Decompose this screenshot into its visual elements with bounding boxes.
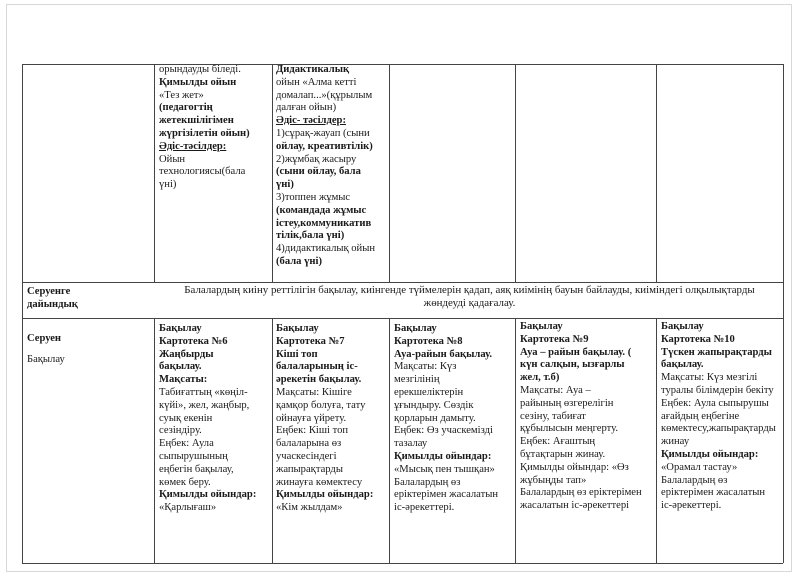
cell-line: суық екенін: [159, 412, 213, 424]
cell-line: технологиясы(бала: [159, 166, 246, 178]
cell-line: жасалатын іс-әрекеттері: [520, 500, 630, 512]
cell-line: қамқор болуға, тату: [276, 399, 366, 411]
cell-line: «Мысық пен тышқан»: [394, 463, 495, 475]
cell-line: балаларының іс-: [276, 361, 358, 373]
cell-line: Табиғаттың «көңіл-: [159, 386, 248, 398]
cell-line: еңбегін бақылау,: [159, 463, 234, 475]
cell-line: үні): [276, 179, 294, 191]
walk-row-col3-cell: [276, 323, 388, 561]
cell-line: домалап...»(құрылым: [276, 89, 373, 101]
cell-line: «Қарлығаш»: [159, 502, 217, 514]
cell-line: Мақсаты: Кішіге: [276, 386, 352, 398]
cell-line: Мақсаты: Күз мезгілі: [661, 372, 758, 384]
prep-row-label: [27, 286, 153, 316]
cell-line: Ойын: [159, 153, 186, 165]
cell-line: (бала үні): [276, 255, 322, 267]
cell-line: Қимылды ойындар:: [394, 450, 492, 462]
cell-line: Әдіс- тәсілдер:: [276, 115, 346, 127]
cell-line: Картотека №6: [159, 335, 228, 347]
cell-line: ойын «Алма кетті: [276, 76, 357, 88]
top-row-col2-cell: [159, 64, 271, 280]
walk-row-col4-cell: [394, 323, 514, 561]
cell-line: Қимылды ойындар:: [661, 448, 759, 460]
cell-line: Еңбек: Аула: [159, 438, 214, 450]
cell-line: тілік,бала үні): [276, 230, 345, 242]
cell-line: ұғындыру. Сөздік: [394, 399, 474, 411]
cell-line: Қимылды ойындар:: [159, 489, 257, 501]
cell-line: көмек беру.: [159, 476, 211, 488]
cell-line: Мақсаты: Ауа –: [520, 384, 591, 396]
cell-line: жапырақтарды: [276, 463, 343, 475]
cell-line: үні): [159, 179, 177, 191]
cell-line: Балалардың өз еріктерімен: [520, 487, 642, 499]
cell-line: сыпырушының: [159, 450, 228, 462]
cell-line: (педагогтің: [159, 102, 213, 114]
cell-line: бақылау.: [159, 361, 202, 373]
cell-line: Дидактикалық: [276, 64, 350, 75]
cell-line: Еңбек: Аула сыпырушы: [661, 397, 769, 409]
prep-row-text: [158, 284, 781, 316]
cell-line: ойнауға үйрету.: [276, 412, 347, 424]
cell-line: ерекшеліктерін: [394, 386, 464, 398]
cell-line: учаскесіндегі: [276, 450, 337, 462]
cell-line: туралы білімдерін бекіту: [661, 384, 774, 396]
cell-line: (сыни ойлау, бала: [276, 166, 361, 178]
cell-line: еріктерімен жасалатын: [394, 489, 499, 501]
cell-line: жұбыңды тап»: [520, 474, 587, 486]
walk-row-col2-cell: [159, 323, 271, 561]
cell-line: Мақсаты:: [159, 374, 208, 386]
walk-row-col6-cell: [661, 321, 782, 561]
cell-line: Жаңбырды: [159, 348, 214, 360]
cell-line: қорларын дамыту.: [394, 412, 476, 424]
cell-line: әрекетін бақылау.: [276, 374, 362, 386]
cell-line: күн салқын, ызғарлы: [520, 359, 625, 371]
walk-label-line1: Серуен: [27, 333, 62, 344]
cell-line: Бақылау: [159, 323, 202, 334]
cell-line: Ауа – райын бақылау. (: [520, 346, 632, 358]
cell-line: Балалардың өз: [394, 476, 461, 488]
cell-line: Еңбек: Ағаштың: [520, 436, 596, 448]
cell-line: жүргізілетін ойын): [159, 127, 250, 139]
cell-line: «Кім жылдам»: [276, 502, 343, 514]
cell-line: Қимылды ойындар: «Өз: [520, 461, 629, 473]
cell-line: райының өзгерелігін: [520, 397, 614, 409]
cell-line: Еңбек: Кіші топ: [276, 425, 349, 437]
cell-line: орындауды біледі.: [159, 64, 241, 75]
cell-line: Бақылау: [661, 321, 704, 332]
cell-line: құбылысын меңгерту.: [520, 423, 619, 435]
cell-line: Бақылау: [394, 323, 437, 334]
cell-line: 3)топпен жұмыс: [276, 191, 351, 203]
cell-line: істеу,коммуникатив: [276, 217, 372, 229]
cell-line: Кіші топ: [276, 348, 318, 360]
top-row-col3-cell: [276, 64, 388, 280]
cell-line: жинау: [661, 436, 690, 448]
cell-line: Картотека №10: [661, 333, 735, 345]
prep-label-line2: дайындық: [27, 298, 78, 310]
cell-line: Қимылды ойын: [159, 76, 237, 88]
cell-line: бақылау.: [661, 359, 704, 371]
cell-line: сезіну, табиғат: [520, 410, 586, 422]
walk-row-label: [27, 328, 153, 378]
cell-line: тазалау: [394, 438, 428, 450]
cell-line: Мақсаты: Күз: [394, 361, 457, 373]
cell-line: балаларына өз: [276, 438, 342, 450]
cell-line: Картотека №7: [276, 335, 345, 347]
cell-line: іс-әрекеттері.: [661, 500, 722, 512]
cell-line: Бақылау: [276, 323, 319, 334]
cell-line: күйі», жел, жаңбыр,: [159, 399, 250, 411]
cell-line: Балалардың өз: [661, 474, 728, 486]
cell-line: Ауа-райын бақылау.: [394, 348, 492, 360]
cell-line: Түскен жапырақтарды: [661, 346, 772, 358]
cell-line: 1)сұрақ-жауап (сыни: [276, 127, 370, 139]
cell-line: Картотека №9: [520, 333, 589, 345]
walk-label-line2: Бақылау: [27, 354, 65, 365]
prep-text-line2: жөндеуді қадағалау.: [423, 296, 516, 309]
cell-line: Әдіс-тәсілдер:: [159, 140, 227, 152]
cell-line: жинауға көмектесу: [276, 476, 363, 488]
walk-row-col5-cell: [520, 321, 655, 561]
cell-line: (командада жұмыс: [276, 204, 367, 216]
cell-line: далған ойын): [276, 102, 337, 114]
cell-line: сезіндіру.: [159, 425, 202, 437]
cell-line: 2)жұмбақ жасыру: [276, 153, 357, 165]
prep-text-line1: Балалардың киіну реттілігін бақылау, киінгенде түймелерін қадап, аяқ киімінің бауын байлауды, киіміндегі олқылықтарды: [184, 284, 755, 296]
cell-line: бұтақтарын жинау.: [520, 448, 606, 460]
cell-line: мезгілінің: [394, 374, 440, 386]
cell-line: Қимылды ойындар:: [276, 489, 374, 501]
cell-line: жетекшілігімен: [159, 115, 234, 127]
cell-line: Бақылау: [520, 321, 563, 332]
cell-line: көмектесу,жапырақтарды: [661, 423, 776, 435]
cell-line: іс-әрекеттері.: [394, 502, 455, 514]
cell-line: «Тез жет»: [159, 89, 204, 101]
cell-line: жел, т.б): [520, 372, 560, 384]
cell-line: «Орамал тастау»: [661, 461, 738, 473]
cell-line: ағайдың еңбегіне: [661, 410, 740, 422]
cell-line: еріктерімен жасалатын: [661, 487, 766, 499]
prep-label-line1: Серуенге: [27, 286, 71, 297]
cell-line: ойлау, креативтілік): [276, 140, 373, 152]
cell-line: Картотека №8: [394, 335, 463, 347]
cell-line: 4)дидактикалық ойын: [276, 243, 376, 255]
cell-line: Еңбек: Өз учаскемізді: [394, 425, 493, 437]
